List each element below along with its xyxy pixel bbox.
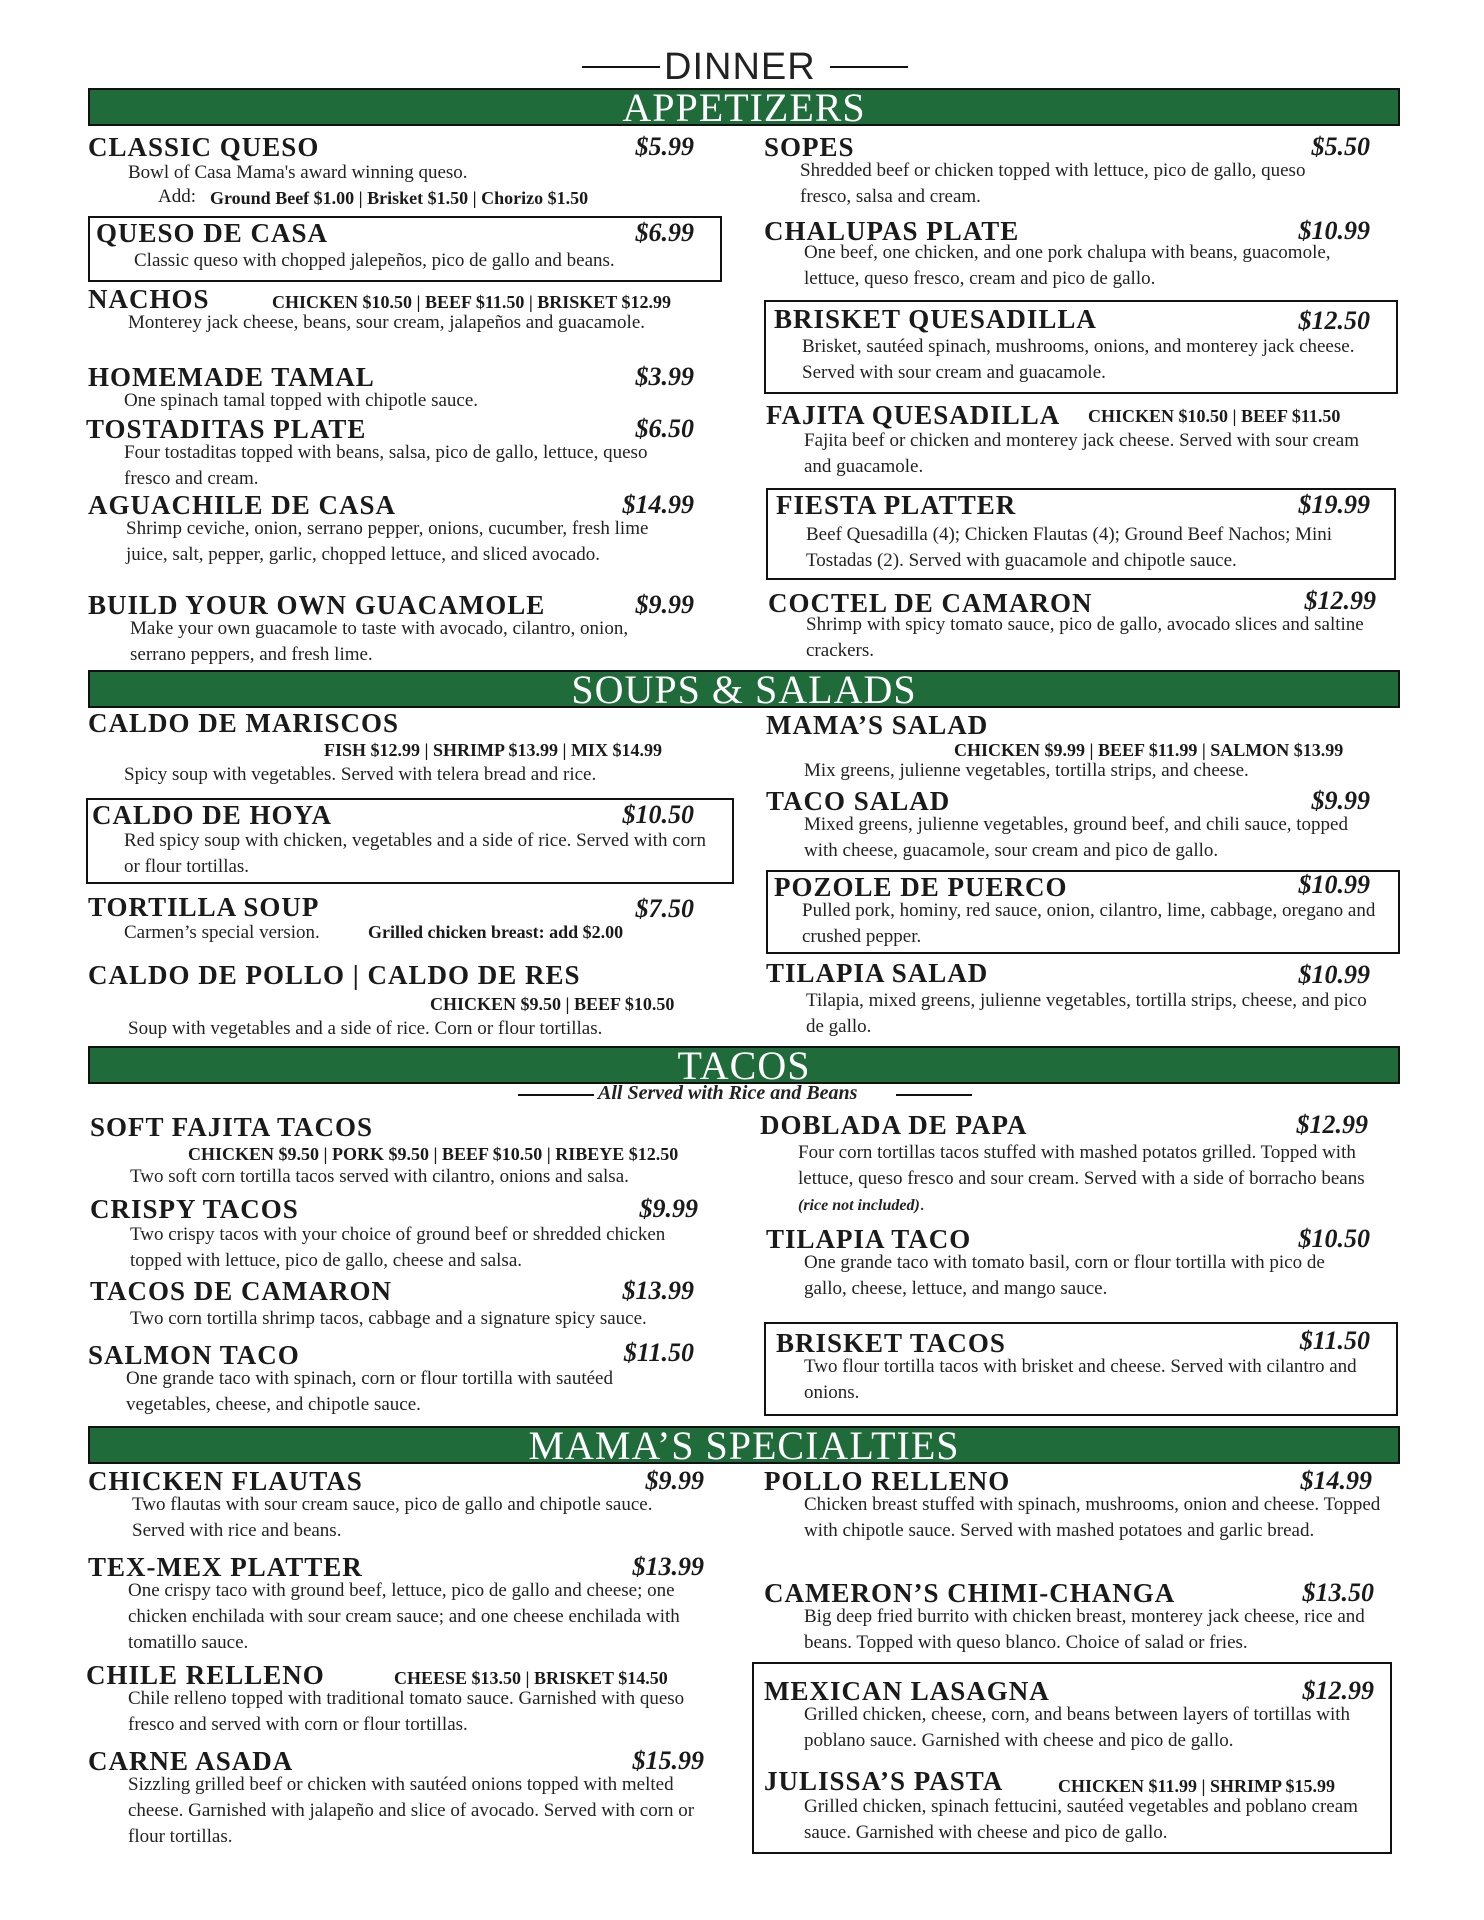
item-title-guacamole: BUILD YOUR OWN GUACAMOLE: [88, 590, 546, 620]
item-desc-tilapia-salad: Tilapia, mixed greens, julienne vegetables, tortilla strips, cheese, and pico de gallo.: [806, 990, 1367, 1037]
item-price-pollo-relleno: $14.99: [1300, 1466, 1372, 1495]
item-title-fajita-quesadilla: FAJITA QUESADILLA: [766, 400, 1061, 430]
item-desc-mamas-salad: Mix greens, julienne vegetables, tortilla strips, and cheese.: [804, 760, 1249, 781]
item-title-pollo-relleno: POLLO RELLENO: [764, 1466, 1011, 1496]
item-price-sopes: $5.50: [1311, 132, 1370, 161]
item-desc-pozole: Pulled pork, hominy, red sauce, onion, cilantro, lime, cabbage, oregano and crushed pepper.: [802, 900, 1376, 947]
item-title-tortilla-soup: TORTILLA SOUP: [88, 892, 320, 922]
item-desc-carne-asada: Sizzling grilled beef or chicken with sautéed onions topped with melted cheese. Garnished with jalapeño and slice of avocado. Served with corn or flour tortillas.: [128, 1774, 695, 1847]
item-price-coctel: $12.99: [1304, 586, 1376, 615]
item-desc-classic-queso: Bowl of Casa Mama's award winning queso.: [128, 162, 468, 183]
item-title-tilapia-salad: TILAPIA SALAD: [766, 958, 989, 988]
section-appetizers: APPETIZERS: [88, 88, 1400, 126]
item-title-crispy-tacos: CRISPY TACOS: [90, 1194, 299, 1224]
doblada-note: (rice not included): [798, 1197, 920, 1214]
item-options-julissas-pasta: CHICKEN $11.99 | SHRIMP $15.99: [1058, 1776, 1335, 1796]
item-options-soft-fajita-tacos: CHICKEN $9.50 | PORK $9.50 | BEEF $10.50 | RIBEYE $12.50: [188, 1144, 679, 1164]
item-desc-chile-relleno: Chile relleno topped with traditional tomato sauce. Garnished with queso fresco and served with corn or flour tortillas.: [128, 1688, 685, 1735]
item-title-queso-de-casa: QUESO DE CASA: [96, 218, 329, 248]
item-desc-julissas-pasta: Grilled chicken, spinach fettucini, sautéed vegetables and poblano cream sauce. Garnished with cheese and pico de gallo.: [804, 1796, 1358, 1843]
section-soups-salads: SOUPS & SALADS: [88, 670, 1400, 708]
header-rule-right: [830, 66, 908, 68]
item-price-classic-queso: $5.99: [635, 132, 694, 161]
item-desc-chicken-flautas: Two flautas with sour cream sauce, pico de gallo and chipotle sauce. Served with rice and beans.: [132, 1494, 653, 1541]
item-price-brisket-quesadilla: $12.50: [1298, 306, 1370, 335]
item-price-tortilla-soup: $7.50: [635, 894, 694, 923]
item-desc-caldo-mariscos: Spicy soup with vegetables. Served with telera bread and rice.: [124, 764, 597, 785]
item-title-mexican-lasagna: MEXICAN LASAGNA: [764, 1676, 1050, 1706]
item-price-tacos-camaron: $13.99: [622, 1276, 694, 1305]
item-price-brisket-tacos: $11.50: [1299, 1326, 1370, 1355]
item-desc-guacamole: Make your own guacamole to taste with avocado, cilantro, onion, serrano peppers, and fresh lime.: [130, 618, 629, 665]
item-desc-salmon-taco: One grande taco with spinach, corn or flour tortilla with sautéed vegetables, cheese, and chipotle sauce.: [126, 1368, 613, 1415]
item-desc-queso-de-casa: Classic queso with chopped jalepeños, pico de gallo and beans.: [134, 250, 615, 271]
item-desc-fajita-quesadilla: Fajita beef or chicken and monterey jack cheese. Served with sour cream and guacamole.: [804, 430, 1359, 477]
item-title-taco-salad: TACO SALAD: [766, 786, 951, 816]
item-title-salmon-taco: SALMON TACO: [88, 1340, 300, 1370]
item-desc-mexican-lasagna: Grilled chicken, cheese, corn, and beans between layers of tortillas with poblano sauce. Garnished with cheese and pico de gallo.: [804, 1704, 1351, 1751]
item-title-chimi-changa: CAMERON’S CHIMI-CHANGA: [764, 1578, 1176, 1608]
item-title-brisket-quesadilla: BRISKET QUESADILLA: [774, 304, 1097, 334]
item-title-tacos-camaron: TACOS DE CAMARON: [90, 1276, 393, 1306]
item-options-caldo-mariscos: FISH $12.99 | SHRIMP $13.99 | MIX $14.99: [324, 740, 662, 760]
item-title-classic-queso: CLASSIC QUESO: [88, 132, 320, 162]
item-options-chile-relleno: CHEESE $13.50 | BRISKET $14.50: [394, 1668, 668, 1688]
item-desc-nachos: Monterey jack cheese, beans, sour cream, jalapeños and guacamole.: [128, 312, 645, 333]
item-title-tex-mex-platter: TEX-MEX PLATTER: [88, 1552, 363, 1582]
tacos-sub-rule-left: [518, 1094, 594, 1096]
item-desc-chalupas-plate: One beef, one chicken, and one pork chalupa with beans, guacomole, lettuce, queso fresco, cream and pico de gallo.: [804, 242, 1331, 289]
item-title-doblada: DOBLADA DE PAPA: [760, 1110, 1028, 1140]
item-desc-soft-fajita-tacos: Two soft corn tortilla tacos served with cilantro, onions and salsa.: [130, 1166, 629, 1187]
item-title-sopes: SOPES: [764, 132, 855, 162]
item-price-taco-salad: $9.99: [1311, 786, 1370, 815]
tacos-sub-rule-right: [896, 1094, 972, 1096]
item-options-fajita-quesadilla: CHICKEN $10.50 | BEEF $11.50: [1088, 406, 1341, 426]
item-title-fiesta-platter: FIESTA PLATTER: [776, 490, 1017, 520]
item-price-chalupas-plate: $10.99: [1298, 216, 1370, 245]
item-title-caldo-mariscos: CALDO DE MARISCOS: [88, 708, 400, 738]
item-desc-fiesta-platter: Beef Quesadilla (4); Chicken Flautas (4); Ground Beef Nachos; Mini Tostadas (2). Served with guacamole and chipotle sauce.: [806, 524, 1333, 571]
menu-header: DINNER: [664, 46, 816, 88]
item-desc-tilapia-taco: One grande taco with tomato basil, corn or flour tortilla with pico de gallo, cheese, lettuce, and mango sauce.: [804, 1252, 1325, 1299]
item-desc-chimi-changa: Big deep fried burrito with chicken breast, monterey jack cheese, rice and beans. Topped with queso blanco. Choice of salad or fries.: [804, 1606, 1365, 1653]
item-title-tostaditas-plate: TOSTADITAS PLATE: [86, 414, 367, 444]
item-price-tilapia-salad: $10.99: [1298, 960, 1370, 989]
item-title-mamas-salad: MAMA’S SALAD: [766, 710, 989, 740]
header-rule-left: [582, 66, 660, 68]
item-desc-tex-mex-platter: One crispy taco with ground beef, lettuce, pico de gallo and cheese; one chicken enchilada with sour cream sauce; and one cheese enchilada with tomatillo sauce.: [128, 1580, 680, 1653]
item-desc-brisket-tacos: Two flour tortilla tacos with brisket and cheese. Served with cilantro and onions.: [804, 1356, 1357, 1403]
item-price-queso-de-casa: $6.99: [635, 218, 694, 247]
item-price-fiesta-platter: $19.99: [1298, 490, 1370, 519]
item-desc-tostaditas-plate: Four tostaditas topped with beans, salsa, pico de gallo, lettuce, queso fresco and cream.: [124, 442, 648, 489]
item-desc-crispy-tacos: Two crispy tacos with your choice of ground beef or shredded chicken topped with lettuce, pico de gallo, cheese and salsa.: [130, 1224, 666, 1271]
item-price-chimi-changa: $13.50: [1302, 1578, 1374, 1607]
item-desc-caldo-pollo: Soup with vegetables and a side of rice. Corn or flour tortillas.: [128, 1018, 603, 1039]
item-desc-aguachile: Shrimp ceviche, onion, serrano pepper, onions, cucumber, fresh lime juice, salt, pepper, garlic, chopped lettuce, and sliced avocado.: [126, 518, 649, 565]
item-title-julissas-pasta: JULISSA’S PASTA: [764, 1766, 1004, 1796]
section-specialties: MAMA’S SPECIALTIES: [88, 1426, 1400, 1464]
section-tacos: TACOS: [88, 1046, 1400, 1084]
item-title-coctel: COCTEL DE CAMARON: [768, 588, 1093, 618]
item-price-crispy-tacos: $9.99: [639, 1194, 698, 1223]
item-price-tostaditas-plate: $6.50: [635, 414, 694, 443]
item-price-caldo-hoya: $10.50: [622, 800, 694, 829]
item-desc-coctel: Shrimp with spicy tomato sauce, pico de gallo, avocado slices and saltine crackers.: [806, 614, 1364, 661]
item-desc-doblada: Four corn tortillas tacos stuffed with mashed potatos grilled. Topped with lettuce, queso fresco and sour cream. Served with a side of borracho beans (rice not included).: [798, 1142, 1365, 1215]
item-title-chalupas-plate: CHALUPAS PLATE: [764, 216, 1020, 246]
item-price-tilapia-taco: $10.50: [1298, 1224, 1370, 1253]
item-desc-tortilla-soup: Carmen’s special version.: [124, 922, 320, 943]
item-title-soft-fajita-tacos: SOFT FAJITA TACOS: [90, 1112, 374, 1142]
item-price-pozole: $10.99: [1298, 870, 1370, 899]
item-title-brisket-tacos: BRISKET TACOS: [776, 1328, 1006, 1358]
item-price-mexican-lasagna: $12.99: [1302, 1676, 1374, 1705]
item-price-carne-asada: $15.99: [632, 1746, 704, 1775]
item-desc-caldo-hoya: Red spicy soup with chicken, vegetables and a side of rice. Served with corn or flour tortillas.: [124, 830, 706, 877]
item-desc-homemade-tamal: One spinach tamal topped with chipotle sauce.: [124, 390, 479, 411]
item-price-tex-mex-platter: $13.99: [632, 1552, 704, 1581]
item-desc-taco-salad: Mixed greens, julienne vegetables, ground beef, and chili sauce, topped with cheese, guacamole, sour cream and pico de gallo.: [804, 814, 1348, 861]
item-extra-tortilla-soup: Grilled chicken breast: add $2.00: [368, 922, 624, 942]
item-desc-brisket-quesadilla: Brisket, sautéed spinach, mushrooms, onions, and monterey jack cheese. Served with sour cream and guacamole.: [802, 336, 1355, 383]
item-title-caldo-hoya: CALDO DE HOYA: [92, 800, 333, 830]
item-price-salmon-taco: $11.50: [623, 1338, 694, 1367]
item-options-nachos: CHICKEN $10.50 | BEEF $11.50 | BRISKET $12.99: [272, 292, 671, 312]
classic-queso-add-label: Add:: [158, 186, 196, 207]
classic-queso-add-options: Ground Beef $1.00 | Brisket $1.50 | Chorizo $1.50: [210, 188, 589, 208]
item-desc-sopes: Shredded beef or chicken topped with lettuce, pico de gallo, queso fresco, salsa and cream.: [800, 160, 1306, 207]
item-desc-tacos-camaron: Two corn tortilla shrimp tacos, cabbage and a signature spicy sauce.: [130, 1308, 647, 1329]
item-title-chicken-flautas: CHICKEN FLAUTAS: [88, 1466, 363, 1496]
item-options-caldo-pollo: CHICKEN $9.50 | BEEF $10.50: [430, 994, 675, 1014]
item-title-caldo-pollo: CALDO DE POLLO | CALDO DE RES: [88, 960, 581, 990]
item-title-homemade-tamal: HOMEMADE TAMAL: [88, 362, 375, 392]
item-title-aguachile: AGUACHILE DE CASA: [88, 490, 397, 520]
item-title-carne-asada: CARNE ASADA: [88, 1746, 294, 1776]
tacos-subtitle: All Served with Rice and Beans: [598, 1082, 858, 1104]
item-desc-pollo-relleno: Chicken breast stuffed with spinach, mushrooms, onion and cheese. Topped with chipotle sauce. Served with mashed potatoes and garlic bread.: [804, 1494, 1381, 1541]
item-options-mamas-salad: CHICKEN $9.99 | BEEF $11.99 | SALMON $13.99: [954, 740, 1344, 760]
item-price-guacamole: $9.99: [635, 590, 694, 619]
item-price-homemade-tamal: $3.99: [635, 362, 694, 391]
item-title-pozole: POZOLE DE PUERCO: [774, 872, 1068, 902]
item-price-doblada: $12.99: [1296, 1110, 1368, 1139]
item-price-aguachile: $14.99: [622, 490, 694, 519]
item-price-chicken-flautas: $9.99: [645, 1466, 704, 1495]
item-title-nachos: NACHOS: [88, 284, 210, 314]
item-title-tilapia-taco: TILAPIA TACO: [766, 1224, 972, 1254]
item-title-chile-relleno: CHILE RELLENO: [86, 1660, 325, 1690]
